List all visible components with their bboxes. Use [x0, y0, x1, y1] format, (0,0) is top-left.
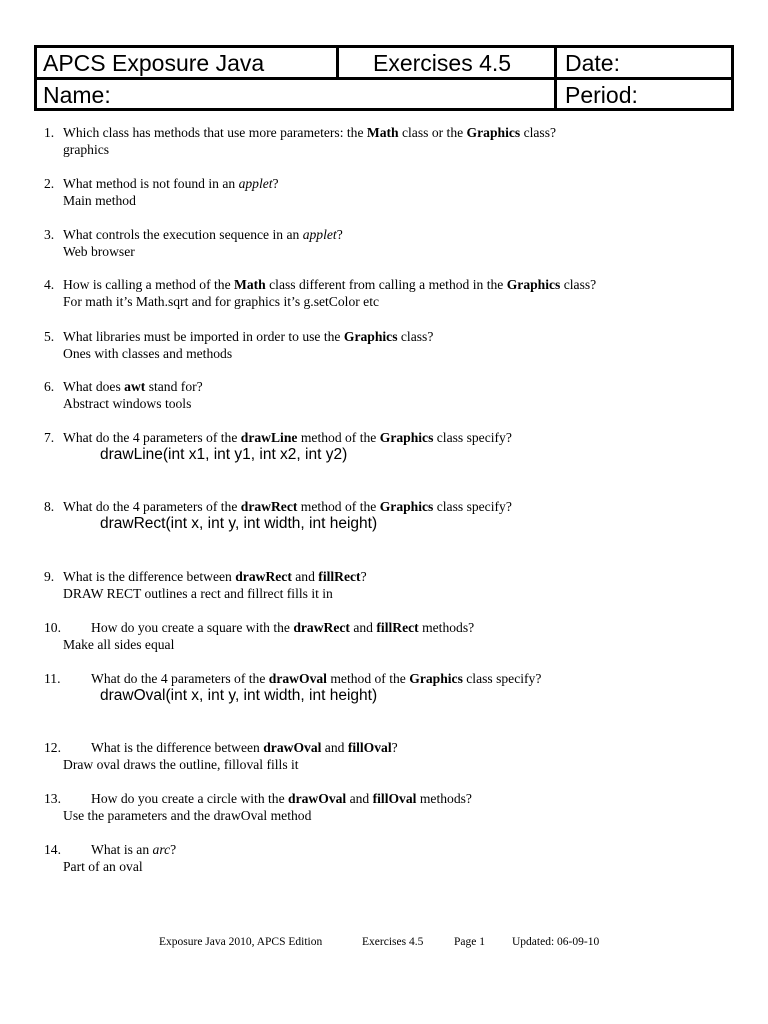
question-number: 14.: [44, 842, 61, 857]
question-number: 5.: [44, 329, 55, 344]
footer-exercise: Exercises 4.5: [362, 936, 424, 948]
footer-page-number: Page 1: [454, 936, 485, 948]
answer-text: Ones with classes and methods: [63, 346, 233, 361]
answer-text: Draw oval draws the outline, filloval fills it: [63, 757, 299, 772]
date-label: Date:: [565, 50, 620, 76]
question-text: How do you create a square with the drawRect and fillRect methods?: [91, 620, 475, 635]
question-text: What is the difference between drawRect and fillRect?: [63, 569, 367, 584]
answer-text: graphics: [63, 142, 110, 157]
worksheet-header-table: [34, 45, 734, 111]
question-number: 3.: [44, 227, 55, 242]
question-text: What method is not found in an applet?: [63, 176, 279, 191]
question-text: What do the 4 parameters of the drawLine method of the Graphics class specify?: [63, 430, 512, 445]
method-signature: drawRect(int x, int y, int width, int height): [100, 515, 378, 532]
name-label: Name:: [43, 82, 111, 108]
question-number: 4.: [44, 277, 55, 292]
question-text: Which class has methods that use more parameters: the Math class or the Graphics class?: [63, 125, 557, 140]
question-text: What controls the execution sequence in an applet?: [63, 227, 343, 242]
question-number: 13.: [44, 791, 61, 806]
answer-text: Web browser: [63, 244, 135, 259]
exercise-title: Exercises 4.5: [373, 50, 512, 76]
question-text: What is the difference between drawOval and fillOval?: [91, 740, 398, 755]
answer-text: For math it’s Math.sqrt and for graphics it’s g.setColor etc: [63, 294, 380, 309]
footer-book: Exposure Java 2010, APCS Edition: [159, 936, 323, 948]
method-signature: drawLine(int x1, int y1, int x2, int y2): [100, 446, 348, 463]
question-number: 12.: [44, 740, 61, 755]
header-row-divider: [37, 77, 731, 80]
footer-updated: Updated: 06-09-10: [512, 936, 600, 948]
answer-text: DRAW RECT outlines a rect and fillrect fills it in: [63, 586, 333, 601]
answer-text: Use the parameters and the drawOval method: [63, 808, 312, 823]
method-signature: drawOval(int x, int y, int width, int height): [100, 687, 378, 704]
question-number: 1.: [44, 125, 55, 140]
answer-text: Main method: [63, 193, 136, 208]
answer-text: Abstract windows tools: [63, 396, 192, 411]
question-number: 2.: [44, 176, 55, 191]
question-number: 10.: [44, 620, 61, 635]
question-number: 7.: [44, 430, 55, 445]
question-text: How is calling a method of the Math class different from calling a method in the Graphics class?: [63, 277, 597, 292]
question-number: 8.: [44, 499, 55, 514]
answer-text: Part of an oval: [63, 859, 143, 874]
question-text: What is an arc?: [91, 842, 177, 857]
question-number: 6.: [44, 379, 55, 394]
header-col-divider-1: [336, 48, 339, 79]
question-number: 9.: [44, 569, 55, 584]
answer-text: Make all sides equal: [63, 637, 175, 652]
question-number: 11.: [44, 671, 61, 686]
period-label: Period:: [565, 82, 638, 108]
question-text: What do the 4 parameters of the drawOval method of the Graphics class specify?: [91, 671, 542, 686]
course-title: APCS Exposure Java: [43, 50, 265, 76]
question-text: What do the 4 parameters of the drawRect method of the Graphics class specify?: [63, 499, 512, 514]
question-text: How do you create a circle with the drawOval and fillOval methods?: [91, 791, 472, 806]
header-col-divider-2: [554, 48, 557, 111]
question-text: What does awt stand for?: [63, 379, 203, 394]
question-text: What libraries must be imported in order to use the Graphics class?: [63, 329, 434, 344]
